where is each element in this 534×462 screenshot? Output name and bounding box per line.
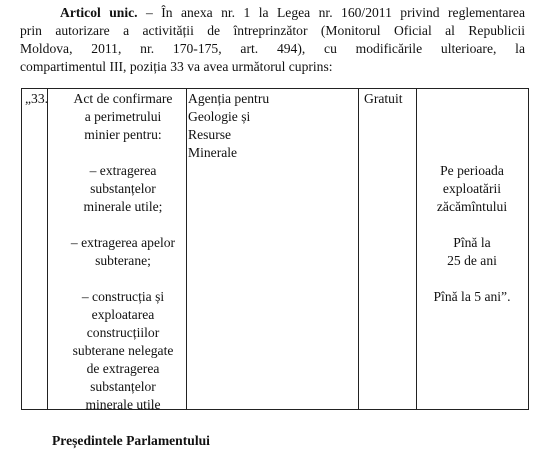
issuing-agency: Agenția pentru Geologie și Resurse Minerale [188,91,270,160]
list-item: – extragerea substanțelor minerale utile; [83,163,163,214]
intro-line-4: compartimentul III, poziția 33 va avea următorul cuprins: [20,59,333,74]
position-number: „33. [25,91,49,106]
act-title: Act de confirmare a perimetrului minier pentru: [73,91,173,142]
intro-paragraph [20,4,525,76]
intro-line-2: prin autorizare a activității de întreprinzător (Monitorul Oficial al Republicii [20,23,525,38]
intro-line-3: Moldova, 2011, nr. 170-175, art. 494), cu modificările ulterioare, la [20,41,525,56]
amendment-table [21,88,529,410]
list-item: – construcția și exploatarea construcțiilor subterane nelegate de extragerea substanțelor minerale utile [72,289,174,412]
article-title: Articol unic. [60,5,138,20]
validity-period-2: Pînă la 25 de ani [447,235,497,268]
act-description [48,90,198,414]
validity-period-1: Pe perioada exploatării zăcămîntului [436,163,508,214]
signature-title: Președintele Parlamentului [52,433,210,448]
list-item: – extragerea apelor subterane; [70,235,176,268]
intro-line-1: Articol unic. – În anexa nr. 1 la Legea nr. 160/2011 privind reglementarea [60,5,525,20]
validity-period-3: Pînă la 5 ani”. [433,289,511,304]
col-divider-3 [358,89,359,409]
fee-value: Gratuit [364,91,403,106]
